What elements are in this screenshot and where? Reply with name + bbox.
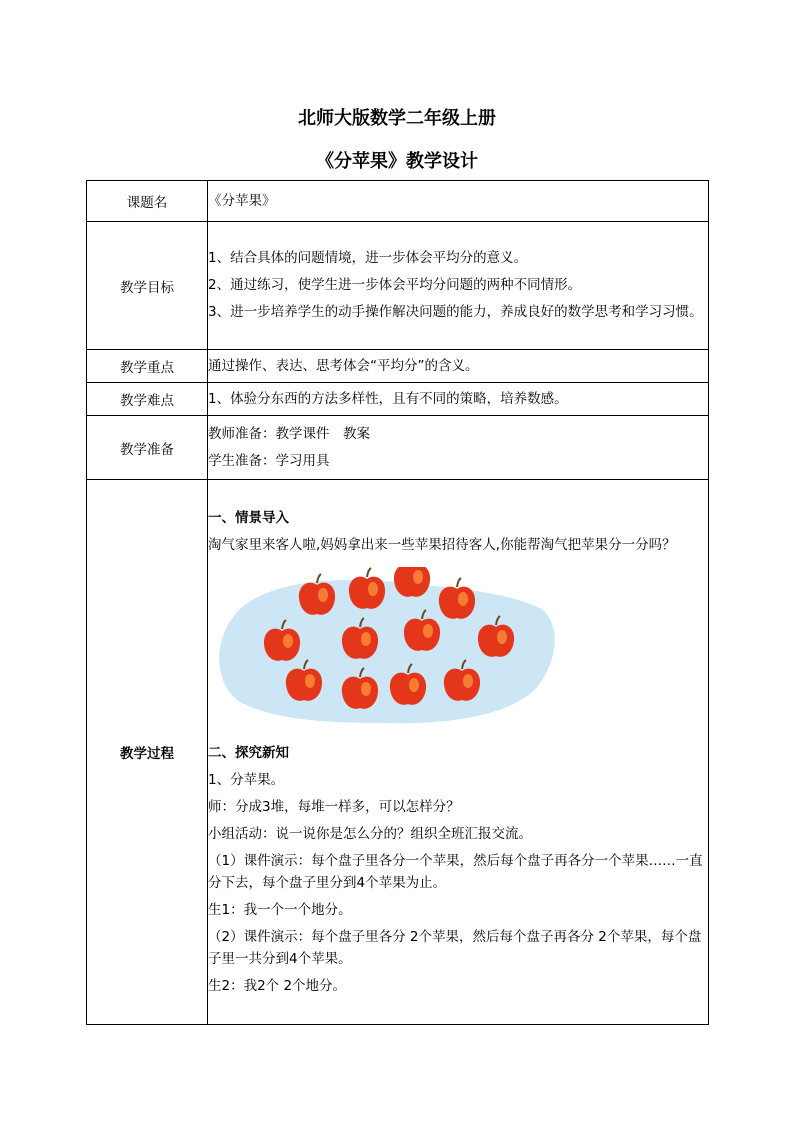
key-point-label: 教学重点: [87, 350, 208, 383]
apple-icon: [439, 578, 475, 619]
difficulty-label: 教学难点: [87, 383, 208, 416]
process-line: 师：分成3堆，每堆一样多，可以怎样分？: [208, 798, 460, 815]
preparation-content: [208, 416, 709, 480]
document-subtitle: 《分苹果》教学设计: [316, 151, 478, 172]
teacher-preparation: 教师准备：教学课件 教案: [208, 425, 370, 442]
process-line: 1、分苹果。: [208, 771, 285, 788]
table-row-goals: [87, 222, 709, 350]
goal-item: 2、通过练习，使学生进一步体会平均分问题的两种不同情形。: [208, 277, 582, 293]
preparation-label: 教学准备: [87, 416, 208, 480]
process-line: （2）课件演示：每个盘子里各分 2个苹果，然后每个盘子再各分 2个苹果，每个盘子里一共分到4个苹果。: [208, 928, 702, 967]
process-label: 教学过程: [87, 480, 208, 1025]
key-point-value: 通过操作、表达、思考体会“平均分”的含义。: [208, 350, 709, 383]
topic-label: 课题名: [87, 181, 208, 222]
student-preparation: 学生准备：学习用具: [208, 452, 330, 469]
goals-content: [208, 222, 709, 350]
process-line: 生1：我一个一个地分。: [208, 901, 352, 918]
section-heading: 一、情景导入: [208, 509, 289, 526]
table-row-process: [87, 480, 709, 1025]
process-line: 小组活动：说一说你是怎么分的？组织全班汇报交流。: [208, 825, 532, 842]
table-row-difficulty: [87, 383, 709, 416]
apple-icon: [394, 567, 430, 597]
table-row-preparation: [87, 416, 709, 480]
difficulty-value: 1、体验分东西的方法多样性，且有不同的策略，培养数感。: [208, 383, 709, 416]
table-row-key-point: [87, 350, 709, 383]
table-row-topic: [87, 181, 709, 222]
apple-icon: [299, 574, 335, 615]
section-text: 淘气家里来客人啦,妈妈拿出来一些苹果招待客人,你能帮淘气把苹果分一分吗？: [208, 536, 676, 553]
goal-item: 1、结合具体的问题情境，进一步体会平均分的意义。: [208, 250, 528, 266]
section-heading: 二、探究新知: [208, 744, 289, 761]
topic-value: 《分苹果》: [208, 181, 709, 222]
document-title: 北师大版数学二年级上册: [298, 108, 496, 129]
apples-on-plate-illustration: [212, 567, 557, 727]
process-line: 生2：我2个 2个地分。: [208, 977, 347, 994]
process-line: （1）课件演示：每个盘子里各分一个苹果，然后每个盘子再各分一个苹果……一直分下去，每个盘子里分到4个苹果为止。: [208, 852, 703, 891]
process-content: [208, 480, 709, 1025]
goal-item: 3、进一步培养学生的动手操作解决问题的能力，养成良好的数学思考和学习习惯。: [208, 304, 703, 320]
apple-icon: [349, 568, 385, 609]
goals-label: 教学目标: [87, 222, 208, 350]
lesson-plan-table: [86, 180, 709, 1025]
